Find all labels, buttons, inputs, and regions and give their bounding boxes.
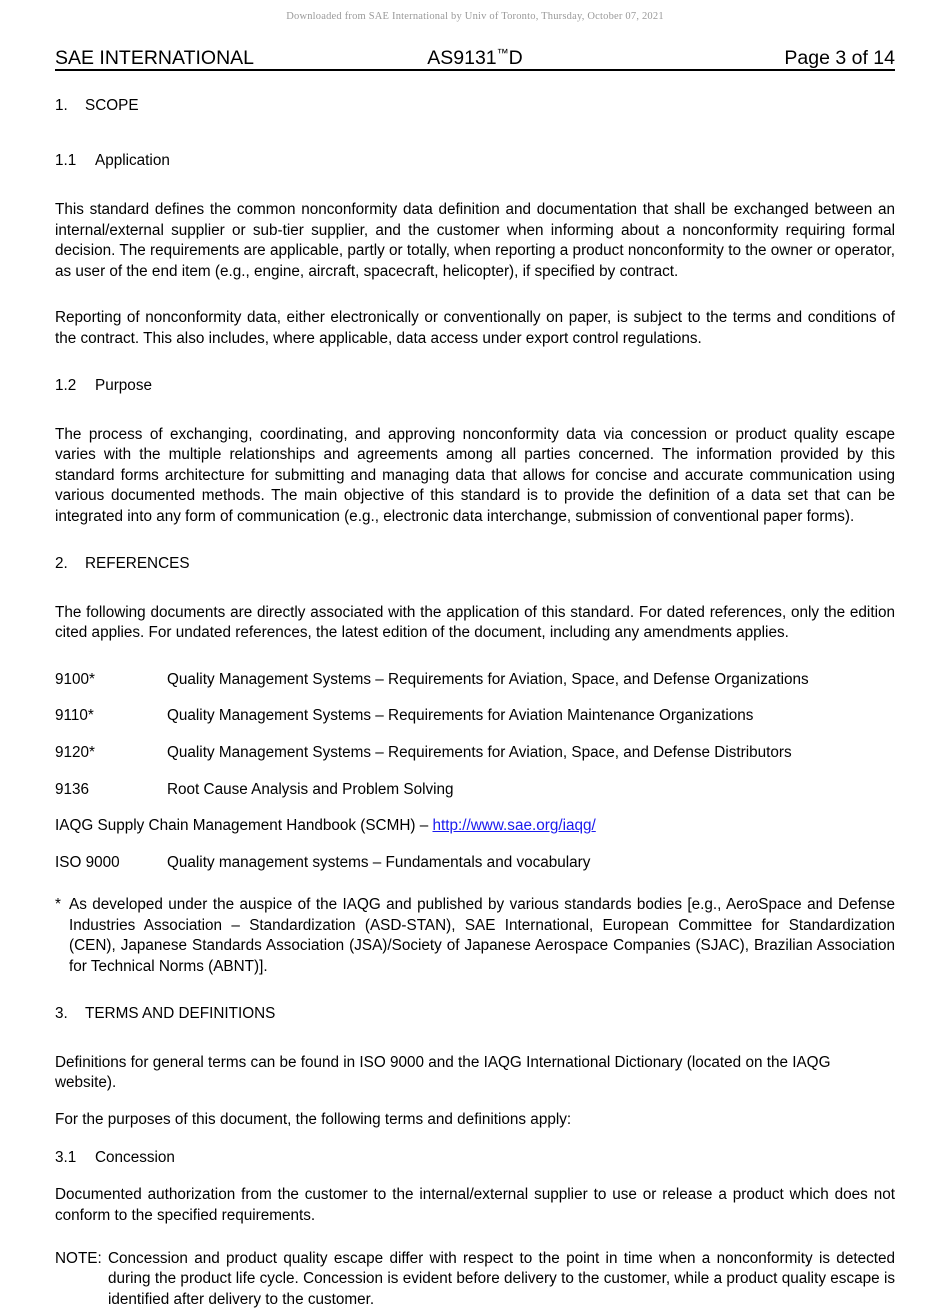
download-watermark: Downloaded from SAE International by Univ of Toronto, Thursday, October 07, 2021 <box>286 11 664 22</box>
heading-application-title: Application <box>95 152 170 169</box>
note-marker: NOTE: <box>55 1249 102 1267</box>
header-document-number <box>427 42 523 69</box>
reference-label: 9136 <box>55 780 90 798</box>
paragraph-application-2: Reporting of nonconformity data, either electronically or conventionally on paper, is subject to the terms and conditions of the contract. This also includes, where applicable, data access under export control regulations. <box>55 309 895 347</box>
header-doc-revision: D <box>508 47 523 69</box>
references-footnote <box>55 895 895 977</box>
heading-scope-title: SCOPE <box>85 97 139 114</box>
header-doc-base: AS9131 <box>427 47 497 69</box>
heading-concession-number: 3.1 <box>55 1149 77 1167</box>
reference-title: Root Cause Analysis and Problem Solving <box>167 780 454 798</box>
footnote-marker: * <box>55 896 61 914</box>
reference-title: Quality Management Systems – Requirements for Aviation, Space, and Defense Organizations <box>167 670 809 688</box>
document-body <box>55 96 895 1310</box>
paragraph-purpose-1: The process of exchanging, coordinating, and approving nonconformity data via concession or product quality escape varies with the multiple relationships and agreements among all parties concerned. The information provided by this standard forms architecture for submitting and managing data that allows for concise and accurate communication using various documented methods. The main objective of this standard is to provide the definition of a data set that can be integrated into any form of communication (e.g., electronic data interchange, submission of conventional paper forms). <box>55 425 895 525</box>
heading-purpose-title: Purpose <box>95 376 152 394</box>
heading-terms-number: 3. <box>55 1004 68 1022</box>
reference-label: ISO 9000 <box>55 853 120 871</box>
heading-scope <box>55 96 895 115</box>
reference-title: Quality Management Systems – Requirements for Aviation Maintenance Organizations <box>167 707 754 725</box>
paragraph-terms-2: For the purposes of this document, the following terms and definitions apply: <box>55 1110 572 1128</box>
heading-application-number: 1.1 <box>55 152 77 169</box>
note-text: Concession and product quality escape differ with respect to the point in time when a nonconformity is detected during the product life cycle. Concession is evident before delivery to the customer, while a product quality escape is identified after delivery to the customer. <box>108 1249 895 1308</box>
paragraph-application-1: This standard defines the common nonconformity data definition and documentation that shall be exchanged between an internal/external supplier or sub-tier supplier, and the customer when informing about a nonconformity requiring formal decision. The requirements are applicable, partly or totally, when reporting a product nonconformity to the owner or operator, as user of the end item (e.g., engine, aircraft, spacecraft, helicopter), if specified by contract. <box>55 201 895 280</box>
reference-row <box>55 743 895 764</box>
paragraph-terms-1: Definitions for general terms can be found in ISO 9000 and the IAQG International Dictionary (located on the IAQG website). <box>55 1053 831 1092</box>
paragraph-concession-1: Documented authorization from the customer to the internal/external supplier to use or release a product which does not conform to the specified requirements. <box>55 1186 895 1225</box>
reference-label: 9100* <box>55 670 95 688</box>
heading-terms-and-definitions <box>55 1004 895 1023</box>
header-organization: SAE INTERNATIONAL <box>55 47 255 69</box>
reference-row <box>55 670 895 691</box>
header-page-number: Page 3 of 14 <box>784 47 895 69</box>
heading-references-number: 2. <box>55 554 68 572</box>
heading-terms-title: TERMS AND DEFINITIONS <box>85 1004 276 1022</box>
reference-label: 9110* <box>55 707 94 725</box>
heading-references-title: REFERENCES <box>85 554 190 572</box>
footnote-text: As developed under the auspice of the IAQG and published by various standards bodies [e.g., AeroSpace and Defense Industries Association – Standardization (ASD-STAN), SAE International, European Committee for Standardization (CEN), Japanese Standards Association (JSA)/Society of Japanese Aerospace Companies (SJAC), Brazilian Association for Technical Norms (ABNT)]. <box>69 896 895 976</box>
reference-row <box>55 780 895 801</box>
paragraph-references-intro: The following documents are directly associated with the application of this standard. For dated references, only the edition cited applies. For undated references, the latest edition of the document, including any amendments applies. <box>55 603 895 642</box>
reference-label: 9120* <box>55 743 95 761</box>
heading-concession-title: Concession <box>95 1149 175 1167</box>
heading-scope-number: 1. <box>55 97 68 114</box>
reference-scmh <box>55 816 895 837</box>
reference-scmh-prefix: IAQG Supply Chain Management Handbook (SCMH) – <box>55 817 433 835</box>
heading-application <box>55 151 895 170</box>
reference-title: Quality Management Systems – Requirements for Aviation, Space, and Defense Distributors <box>167 743 792 761</box>
reference-title: Quality management systems – Fundamentals and vocabulary <box>167 853 591 871</box>
heading-references <box>55 554 895 573</box>
header-row <box>55 43 895 69</box>
heading-concession <box>55 1148 895 1167</box>
heading-purpose <box>55 376 895 395</box>
reference-row <box>55 853 895 874</box>
page-header <box>55 43 895 71</box>
scmh-url-link[interactable]: http://www.sae.org/iaqg/ <box>432 817 596 835</box>
reference-row <box>55 706 895 727</box>
concession-note <box>55 1249 895 1310</box>
heading-purpose-number: 1.2 <box>55 376 77 394</box>
trademark-icon: ™ <box>496 46 509 60</box>
